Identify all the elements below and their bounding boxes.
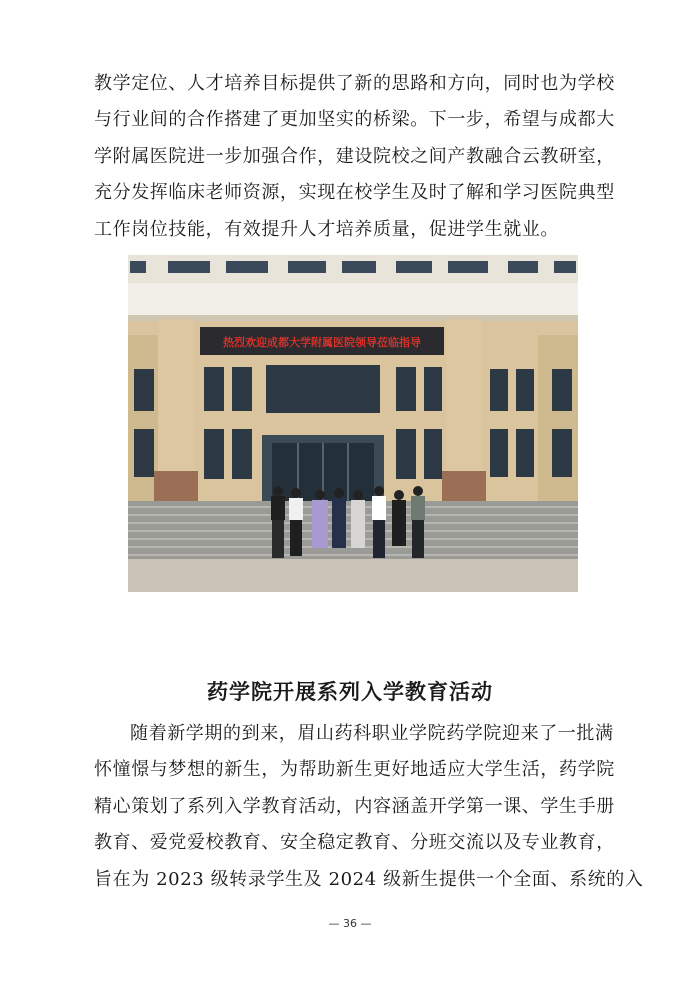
group-photo — [128, 255, 578, 592]
paragraph-line: 工作岗位技能，有效提升人才培养质量，促进学生就业。 — [94, 218, 559, 240]
banner-text: 热烈欢迎成都大学附属医院领导莅临指导 — [223, 336, 421, 349]
paragraph-line: 精心策划了系列入学教育活动，内容涵盖开学第一课、学生手册 — [94, 795, 615, 817]
paragraph-line: 教育、爱党爱校教育、安全稳定教育、分班交流以及专业教育， — [94, 832, 615, 854]
paragraph-line: 充分发挥临床老师资源，实现在校学生及时了解和学习医院典型 — [94, 182, 615, 204]
paragraph-line: 随着新学期的到来，眉山药科职业学院药学院迎来了一批满 — [130, 723, 614, 744]
top-paragraph — [94, 66, 614, 248]
paragraph-line: 怀憧憬与梦想的新生，为帮助新生更好地适应大学生活，药学院 — [94, 759, 615, 781]
section-title: 药学院开展系列入学教育活动 — [207, 680, 493, 704]
paragraph-line: 教学定位、人才培养目标提供了新的思路和方向，同时也为学校 — [94, 73, 615, 94]
paragraph-line: 学附属医院进一步加强合作，建设院校之间产教融合云教研室， — [94, 145, 615, 167]
page-number: — 36 — — [328, 917, 372, 930]
bottom-paragraph — [94, 716, 644, 898]
paragraph-line: 旨在为 2023 级转录学生及 2024 级新生提供一个全面、系统的入 — [94, 868, 644, 890]
paragraph-line: 与行业间的合作搭建了更加坚实的桥梁。下一步，希望与成都大 — [94, 109, 615, 131]
